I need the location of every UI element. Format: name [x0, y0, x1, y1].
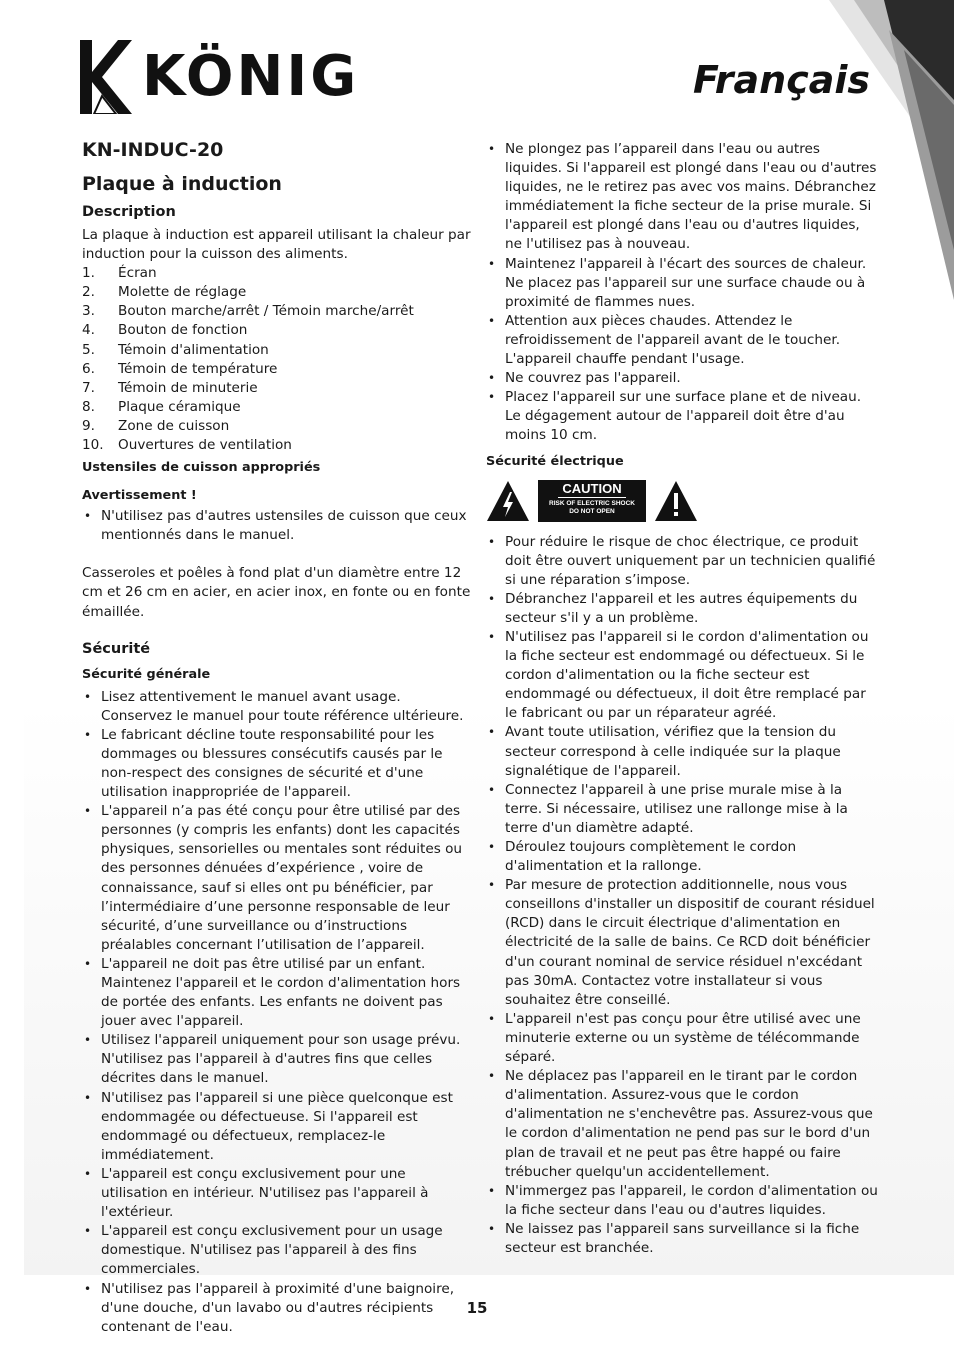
list-item: • L'appareil est conçu exclusivement pour une utilisation en intérieur. N'utilisez pas l'appareil à l'extérieur.: [82, 1165, 472, 1222]
right-column: [486, 136, 878, 1258]
electrical-safety-heading: Sécurité électrique: [486, 453, 624, 469]
list-item: 1. Écran: [82, 265, 157, 282]
list-item: 6. Témoin de température: [82, 360, 278, 377]
list-item: • Déroulez toujours complètement le cordon d'alimentation et la rallonge.: [486, 838, 878, 876]
list-item: 4. Bouton de fonction: [82, 322, 248, 339]
safety-heading: Sécurité: [82, 640, 151, 657]
exclamation-warning-icon: [654, 480, 698, 522]
list-item: • L'appareil ne doit pas être utilisé par un enfant. Maintenez l'appareil et le cordon d'alimentation hors de portée des enfants. Les enfants ne doivent pas jouer avec l'appareil.: [82, 955, 472, 1031]
list-item: • Ne laissez pas l'appareil sans surveillance si la fiche secteur est branchée.: [486, 1220, 878, 1258]
description-heading: Description: [82, 204, 176, 220]
list-item: • N'utilisez pas d'autres ustensiles de cuisson que ceux mentionnés dans le manuel.: [82, 507, 472, 545]
list-item: • Maintenez l'appareil à l'écart des sources de chaleur. Ne placez pas l'appareil sur une surface chaude ou à proximité de flammes nues.: [486, 255, 878, 312]
model-number: KN-INDUC-20: [82, 139, 224, 161]
list-item: • Connectez l'appareil à une prise murale mise à la terre. Si nécessaire, utilisez une rallonge mise à la terre d'un diamètre adapté.: [486, 781, 878, 838]
list-item: 5. Témoin d'alimentation: [82, 341, 269, 358]
warning-heading: Avertissement !: [82, 488, 197, 504]
list-item: • Lisez attentivement le manuel avant usage. Conservez le manuel pour toute référence ultérieure.: [82, 688, 472, 726]
description-intro: La plaque à induction est appareil utilisant la chaleur par induction pour la cuisson des aliments.: [82, 227, 471, 263]
general-safety-list: [82, 688, 472, 1337]
language-heading: Français: [692, 58, 870, 102]
list-item: 8. Plaque céramique: [82, 398, 241, 415]
list-item: • N'utilisez pas l'appareil si une pièce quelconque est endommagée ou défectueuse. Si l'appareil est endommagé ou défectueux, remplacez-le immédiatement.: [82, 1089, 472, 1165]
list-item: • N'immergez pas l'appareil, le cordon d'alimentation ou la fiche secteur dans l'eau ou d'autres liquides.: [486, 1182, 878, 1220]
caution-sub-2: DO NOT OPEN: [569, 507, 615, 515]
list-item: • Débranchez l'appareil et les autres équipements du secteur s'il y a un problème.: [486, 590, 878, 628]
list-item: • Par mesure de protection additionnelle, nous vous conseillons d'installer un dispositif de courant résiduel (RCD) dans le circuit électrique d'alimentation en électricité de la salle de bains. Ce RCD doit bénéficier d'un courant nominal de service résiduel n'excédant pas 30mA. Contactez votre installateur si vous souhaitez être conseillé.: [486, 876, 878, 1010]
product-title: Plaque à induction: [82, 173, 282, 195]
list-item: • Attention aux pièces chaudes. Attendez le refroidissement de l'appareil avant de le toucher. L'appareil chauffe pendant l'usage.: [486, 312, 878, 369]
list-item: • Ne déplacez pas l'appareil en le tirant par le cordon d'alimentation. Assurez-vous que le cordon d'alimentation ne s'enchevêtre pas. Assurez-vous que le cordon d'alimentation ne pend pas sur le bord d'un plan de travail et ne peut pas être happé ou faire trébucher quelqu'un accidentellement.: [486, 1067, 878, 1182]
electric-shock-warning-icon: [486, 480, 530, 522]
list-item: • Ne plongez pas l’appareil dans l'eau ou autres liquides. Si l'appareil est plongé dans l'eau ou d'autres liquides, ne le retirez pas avec vos mains. Débranchez immédiatement la fiche secteur de la prise murale. Si l'appareil est plongé dans l'eau ou d'autres liquides, ne l'utilisez pas à nouveau.: [486, 140, 878, 255]
caution-word: CAUTION: [558, 482, 625, 498]
brand-logo: [80, 40, 360, 114]
list-item: 7. Témoin de minuterie: [82, 379, 258, 396]
cookware-warning-list: [82, 507, 472, 545]
caution-box: [538, 480, 646, 522]
cookware-heading: Ustensiles de cuisson appropriés: [82, 460, 321, 476]
parts-list: [82, 264, 472, 455]
electrical-safety-list: [486, 533, 878, 1259]
list-item: 9. Zone de cuisson: [82, 417, 230, 434]
list-item: • L'appareil est conçu exclusivement pour un usage domestique. N'utilisez pas l'appareil à des fins commerciales.: [82, 1222, 472, 1279]
list-item: 10. Ouvertures de ventilation: [82, 437, 292, 454]
list-item: • Ne couvrez pas l'appareil.: [486, 369, 878, 388]
brand-name: KÖNIG: [142, 44, 360, 109]
left-column: [82, 136, 472, 1337]
list-item: • L'appareil n’a pas été conçu pour être utilisé par des personnes (y compris les enfants) dont les capacités physiques, sensorielles ou mentales sont réduites ou des personnes dénuées d’expérience , voire de connaissance, sauf si elles ont pu bénéficier, par l’intermédiaire d’une personne responsable de leur sécurité, d’une surveillance ou d’instructions préalables concernant l’utilisation de l’appareil.: [82, 802, 472, 955]
general-safety-list-continued: [486, 140, 878, 446]
caution-label: [486, 479, 878, 523]
konig-logo-icon: [80, 40, 132, 114]
list-item: 3. Bouton marche/arrêt / Témoin marche/arrêt: [82, 303, 414, 320]
list-item: 2. Molette de réglage: [82, 284, 247, 301]
general-safety-heading: Sécurité générale: [82, 666, 211, 682]
cookware-text: Casseroles et poêles à fond plat d'un diamètre entre 12 cm et 26 cm en acier, en acier inox, en fonte ou en fonte émaillée.: [82, 565, 471, 620]
list-item: • Placez l'appareil sur une surface plane et de niveau. Le dégagement autour de l'appareil doit être d'au moins 10 cm.: [486, 388, 878, 445]
caution-sub-1: RISK OF ELECTRIC SHOCK: [549, 499, 635, 507]
list-item: • N'utilisez pas l'appareil à proximité d'une baignoire, d'une douche, d'un lavabo ou d'autres récipients contenant de l'eau.: [82, 1280, 472, 1337]
list-item: • Avant toute utilisation, vérifiez que la tension du secteur correspond à celle indiquée sur la plaque signalétique de l'appareil.: [486, 723, 878, 780]
list-item: • L'appareil n'est pas conçu pour être utilisé avec une minuterie externe ou un système de télécommande séparé.: [486, 1010, 878, 1067]
list-item: • Pour réduire le risque de choc électrique, ce produit doit être ouvert uniquement par un technicien qualifié si une réparation s’impose.: [486, 533, 878, 590]
list-item: • N'utilisez pas l'appareil si le cordon d'alimentation ou la fiche secteur est endommagé ou défectueux. Si le cordon d'alimentation ou la fiche secteur est endommagé ou défectueux, il doit être remplacé par le fabricant ou par un réparateur agréé.: [486, 628, 878, 723]
list-item: • Le fabricant décline toute responsabilité pour les dommages ou blessures consécutifs causés par le non-respect des consignes de sécurité et d'une utilisation inappropriée de l'appareil.: [82, 726, 472, 802]
list-item: • Utilisez l'appareil uniquement pour son usage prévu. N'utilisez pas l'appareil à d'autres fins que celles décrites dans le manuel.: [82, 1031, 472, 1088]
page-number: 15: [466, 1299, 488, 1317]
